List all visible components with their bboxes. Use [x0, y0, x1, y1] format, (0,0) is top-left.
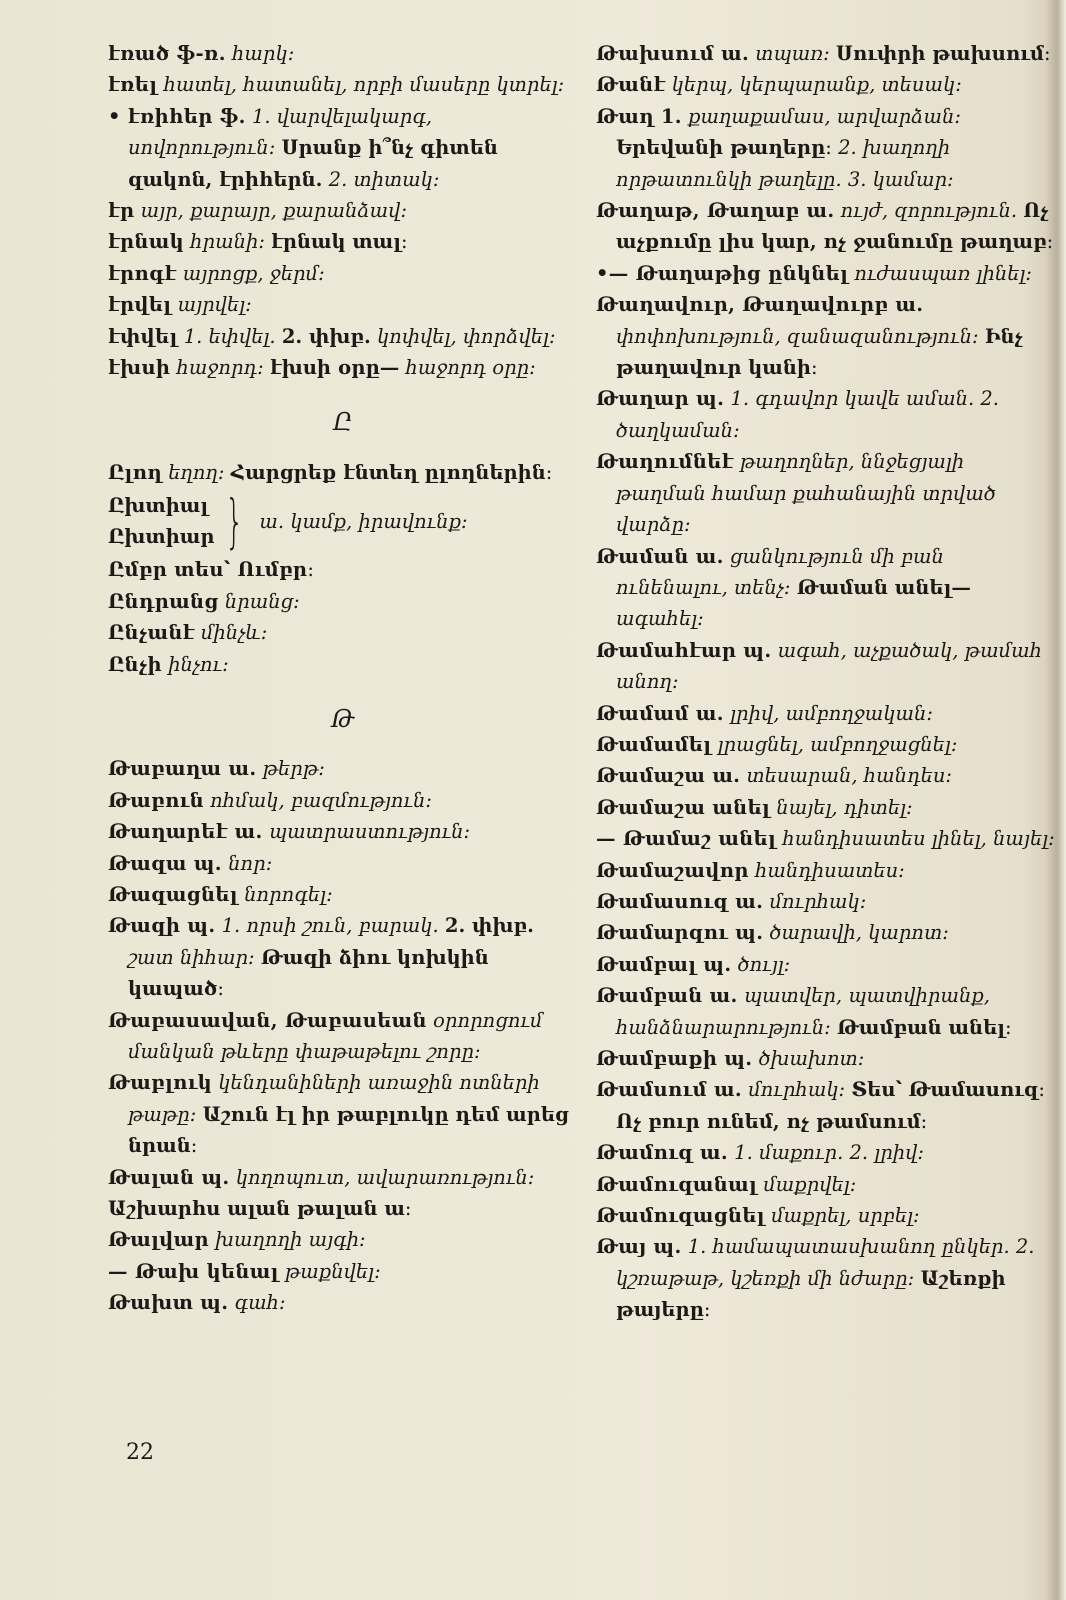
entry-definition: մուրհակ։ — [769, 889, 867, 913]
entry-headword: Թազա պ. — [108, 851, 222, 875]
page-number: 22 — [126, 1440, 154, 1465]
entry-headword: էփվել — [108, 324, 178, 348]
entry-headword: Թամամ ա. — [596, 701, 724, 725]
dictionary-entry — [596, 195, 1056, 258]
dictionary-entry — [108, 352, 578, 383]
entry-definition: մաքրվել։ — [763, 1172, 857, 1196]
entry-example: էխսի օրը— — [269, 356, 400, 380]
dictionary-entry — [596, 886, 1056, 917]
entry-definition: մինչև։ — [200, 621, 268, 645]
dictionary-entry — [108, 554, 578, 585]
entry-definition: 1. եփվել. — [183, 324, 276, 348]
dictionary-entry — [108, 195, 578, 226]
dictionary-entry — [108, 1256, 578, 1287]
entry-headword: Թամահէար պ. — [596, 638, 772, 662]
entry-headword: Թաբասավան, Թաբասեան — [108, 1008, 427, 1032]
entry-example: Սրանք ի՞նչ գիտեն զակոն, էրիհերն. — [128, 136, 498, 191]
dictionary-entry — [108, 38, 578, 69]
entry-headword: Թամաշավոր — [596, 858, 749, 882]
entry-definition: հաջորդ։ — [176, 356, 264, 380]
entry-headword: Թազացնել — [108, 882, 238, 906]
entry-headword: • էռիհեր ֆ. — [108, 104, 246, 128]
dictionary-entry — [596, 383, 1056, 446]
entry-definition: ծարավի, կարոտ։ — [769, 921, 949, 945]
dictionary-entry — [596, 541, 1056, 635]
entry-definition: ույժ, զորություն. — [840, 199, 1018, 223]
entry-definition: տպառ։ — [755, 42, 830, 65]
dictionary-entry — [596, 855, 1056, 886]
dictionary-entry — [108, 816, 578, 847]
entry-definition: ոհմակ, բազմություն։ — [210, 788, 432, 812]
entry-headword: Թամասուզ ա. — [596, 889, 764, 913]
entry-definition: լրացնել, ամբողջացնել։ — [717, 732, 958, 756]
entry-definition: պատրաստություն։ — [268, 820, 471, 844]
entry-definition: հանդիսատես լինել, նայել։ — [782, 827, 1055, 851]
dictionary-entry — [108, 1193, 578, 1224]
entry-definition: այրոցք, ջերմ։ — [182, 261, 325, 285]
dictionary-entry — [108, 226, 578, 257]
entry-headword: էռած ֆ-ռ. — [108, 42, 226, 65]
dictionary-entry — [108, 457, 578, 488]
entry-headword: — Թամաշ անել — [596, 827, 777, 851]
entry-headword: Թամուզացնել — [596, 1204, 765, 1228]
entry-definition: կերպ, կերպարանք, տեսակ։ — [671, 73, 962, 97]
entry-example: էրնակ տալ։ — [271, 230, 408, 254]
dictionary-entry — [108, 1287, 578, 1318]
entry-definition: թաղողներ, ննջեցյալի թաղման համար քահանային տրված վարձը։ — [616, 450, 996, 537]
entry-headword: Թամամել — [596, 732, 712, 756]
entry-definition: այրվել։ — [177, 293, 252, 317]
entry-headword: Թամբալ պ. — [596, 952, 732, 976]
entry-example: Թազի ձիու կոխկին կապած։ — [128, 945, 489, 1001]
entry-example: Աշուն էլ իր թաբլուկը դեմ արեց նրան։ — [128, 1102, 569, 1158]
entry-headword: Թաղարեէ ա. — [108, 820, 263, 844]
entry-headword: Թալվար — [108, 1228, 209, 1252]
dictionary-entry — [596, 1200, 1056, 1231]
entry-headword: Թաղ 1. — [596, 104, 682, 128]
entry-definition: հանդիսատես։ — [754, 858, 905, 882]
entry-example: Տես՝ Թամասուզ։ — [851, 1078, 1045, 1102]
entry-definition: ագահել։ — [616, 607, 704, 631]
right-column — [596, 38, 1056, 1326]
entry-definition: մուրհակ։ — [748, 1078, 846, 1102]
entry-headword: — Թախ կենալ — [108, 1259, 279, 1283]
brace-icon: } — [225, 487, 245, 556]
dictionary-entry — [596, 289, 1056, 383]
brace-headword: Ըխտիար — [108, 525, 215, 549]
entry-definition: շատ նիհար։ — [128, 945, 255, 969]
section-letter-1: Ը — [333, 408, 353, 437]
brace-definition: ա. կամք, իրավունք։ — [259, 509, 468, 533]
entry-definition: պատվեր, պատվիրանք, հանձնարարություն։ — [616, 984, 990, 1039]
entry-headword: էռել — [108, 73, 158, 97]
entry-example: 2. փխբ. — [281, 324, 371, 348]
entry-headword: Թաման ա. — [596, 544, 724, 568]
entry-headword: Թախսում ա. — [596, 42, 750, 65]
dictionary-entry — [108, 289, 578, 320]
entry-headword: էրոգէ — [108, 261, 177, 285]
entry-definition: մաքրել, սրբել։ — [771, 1204, 920, 1228]
dictionary-entry — [108, 879, 578, 910]
entry-definition: թերթ։ — [262, 757, 325, 781]
entry-headword: Թամուզ ա. — [596, 1141, 728, 1165]
entry-definition: ագահ, աչքածակ, թամահ անող։ — [616, 638, 1043, 694]
entry-example: Ինչ թաղավուր կանի։ — [616, 324, 1023, 380]
entry-definition: 1. որսի շուն, բարակ. — [221, 914, 439, 938]
entry-definition: կենդանիների առաջին ոտների թաթը։ — [128, 1071, 540, 1126]
entry-definition: ինչու։ — [168, 652, 229, 676]
dictionary-entry — [108, 910, 578, 1004]
entry-example: Աշեռքի թայերը։ — [616, 1266, 1006, 1322]
dictionary-entry — [108, 1005, 578, 1068]
dictionary-entry — [108, 101, 578, 195]
entry-definition: նրանց։ — [224, 589, 300, 613]
entry-headword: Թամաշա ա. — [596, 764, 741, 788]
entry-example: Սուփրի թախսում։ — [835, 42, 1051, 65]
entry-headword: էխսի — [108, 356, 171, 380]
entry-example: Ոչ աչքումը լիս կար, ոչ ջանումը թաղաբ։ — [616, 199, 1054, 254]
entry-example: Երեվանի թաղերը։ — [616, 136, 832, 160]
entry-definition: 1. վարվելակարգ, սովորություն։ — [128, 104, 433, 160]
entry-headword: Ընչի — [108, 652, 162, 676]
entry-headword: Թամբաքի պ. — [596, 1047, 753, 1070]
entry-definition: նայել, դիտել։ — [776, 795, 913, 819]
entry-definition: 1. մաքուր. 2. լրիվ։ — [734, 1141, 925, 1165]
entry-definition: կողոպուտ, ավարառություն։ — [235, 1165, 535, 1189]
entry-headword: Ըմբր տես՝ Ումբր։ — [108, 558, 315, 582]
dictionary-entry — [108, 785, 578, 816]
entry-headword: Թամաշա անել — [596, 795, 771, 819]
entry-headword: Թամուզանալ — [596, 1172, 758, 1196]
entry-headword: Թալան պ. — [108, 1165, 230, 1189]
entry-headword: Թաղար պ. — [596, 387, 725, 411]
entry-headword: Թաղումնեէ — [596, 450, 734, 474]
entry-example: Աշխարհս ալան թալան ա։ — [108, 1197, 412, 1220]
entry-definition: ծույլ։ — [737, 952, 791, 976]
dictionary-entry — [596, 101, 1056, 195]
dictionary-entry — [596, 1074, 1056, 1137]
entry-definition: 2. տիտակ։ — [328, 167, 440, 191]
entry-definition: քաղաքամաս, արվարձան։ — [688, 104, 961, 128]
dictionary-entry — [108, 649, 578, 680]
dictionary-entry — [596, 1231, 1056, 1325]
entry-headword: էրվել — [108, 293, 172, 317]
entry-headword: Թաղաթ, Թաղաբ ա. — [596, 199, 835, 223]
entry-definition: թաքնվել։ — [284, 1259, 381, 1283]
entry-headword: Թազի պ. — [108, 914, 216, 938]
entry-definition: եղող։ — [168, 460, 225, 484]
dictionary-entry — [596, 69, 1056, 100]
entry-definition: փոփոխություն, զանազանություն։ — [616, 324, 979, 348]
entry-headword: Ըլող — [108, 460, 162, 484]
brace-headwords — [108, 490, 214, 552]
dictionary-entry — [596, 1043, 1056, 1074]
dictionary-entry — [596, 258, 1056, 289]
entry-example: Հարցրեք էնտեղ ըլողներին։ — [230, 460, 553, 484]
entry-definition: օրորոցում մանկան թևերը փաթաթելու շորը։ — [128, 1008, 543, 1063]
entry-headword: էրնակ — [108, 230, 184, 254]
entry-example: Թամբան անել։ — [836, 1015, 1012, 1039]
entry-headword: Թախտ պ. — [108, 1291, 229, 1315]
dictionary-entry — [596, 1137, 1056, 1168]
dictionary-entry — [108, 258, 578, 289]
dictionary-entry — [596, 38, 1056, 69]
dictionary-entry — [108, 586, 578, 617]
entry-headword: Թամբան ա. — [596, 984, 738, 1008]
dictionary-entry — [596, 446, 1056, 540]
entry-definition: ցանկություն մի բան ունենալու, տենչ։ — [616, 544, 944, 599]
brace-headword: Ըխտիալ — [108, 494, 209, 518]
entry-definition: հարկ։ — [232, 42, 295, 65]
entry-definition: 2. խաղողի որթատունկի թաղելը. 3. կամար։ — [616, 136, 954, 191]
dictionary-entry — [596, 949, 1056, 980]
entry-headword: Ընդրանց — [108, 589, 219, 613]
entry-headword: Թաբուն — [108, 788, 204, 812]
entry-example: Ոչ բուր ունեմ, ոչ թամսում։ — [616, 1109, 928, 1133]
dictionary-entry — [596, 729, 1056, 760]
left-column — [108, 38, 578, 1319]
entry-definition: լրիվ, ամբողջական։ — [730, 701, 933, 725]
entry-headword: Թաբաղա ա. — [108, 757, 257, 781]
dictionary-entry — [596, 760, 1056, 791]
dictionary-entry — [108, 69, 578, 100]
entry-headword: Թայ պ. — [596, 1235, 682, 1259]
entry-definition: հրանի։ — [190, 230, 265, 254]
dictionary-entry — [596, 917, 1056, 948]
dictionary-entry — [108, 848, 578, 879]
entry-headword: •— Թաղաթից ընկնել — [596, 261, 849, 285]
dictionary-entry — [108, 1162, 578, 1193]
entry-example: Թաման անել— — [796, 575, 971, 599]
entry-definition: ծխախոտ։ — [758, 1047, 865, 1070]
entry-definition: կոփվել, փորձվել։ — [376, 324, 556, 348]
dictionary-entry — [596, 635, 1056, 698]
entry-definition: գահ։ — [234, 1291, 286, 1315]
entry-definition: 1. գդավոր կավե աման. 2. ծաղկաման։ — [616, 387, 999, 442]
entry-definition: ուժասպառ լինել։ — [854, 261, 1033, 285]
entry-headword: Թաղավուր, Թաղավուրբ ա. — [596, 293, 924, 317]
entry-headword: Թամարզու պ. — [596, 921, 764, 945]
entry-headword: Թաբլուկ — [108, 1071, 212, 1095]
entry-definition: նորոգել։ — [244, 882, 333, 906]
entry-definition: այր, քարայր, քարանձավ։ — [140, 199, 408, 223]
section-letter-2: Թ — [331, 704, 355, 733]
entry-example: 2. փխբ. — [444, 914, 534, 938]
dictionary-entry — [596, 823, 1056, 854]
dictionary-entry — [596, 1169, 1056, 1200]
entry-headword: էր — [108, 199, 135, 223]
dictionary-entry — [108, 753, 578, 784]
brace-entry — [108, 487, 578, 556]
dictionary-entry — [108, 321, 578, 352]
dictionary-entry — [108, 617, 578, 648]
entry-headword: Թանէ — [596, 73, 666, 97]
entry-definition: հատել, հատանել, որբի մասերը կտրել։ — [163, 73, 565, 97]
dictionary-entry — [108, 1067, 578, 1161]
dictionary-entry — [596, 792, 1056, 823]
entry-definition: խաղողի այգի։ — [215, 1228, 366, 1252]
dictionary-entry — [596, 980, 1056, 1043]
entry-headword: Թամսում ա. — [596, 1078, 743, 1102]
dictionary-entry — [596, 698, 1056, 729]
entry-definition: նոր։ — [228, 851, 273, 875]
entry-headword: Ընչանէ — [108, 621, 195, 645]
entry-definition: հաջորդ օրը։ — [405, 356, 536, 380]
entry-definition: 1. համապատասխանող ընկեր. 2. կշռաթաթ, կշեռքի մի նժարը։ — [616, 1235, 1035, 1290]
dictionary-entry — [108, 1224, 578, 1255]
entry-definition: տեսարան, հանդես։ — [746, 764, 953, 788]
